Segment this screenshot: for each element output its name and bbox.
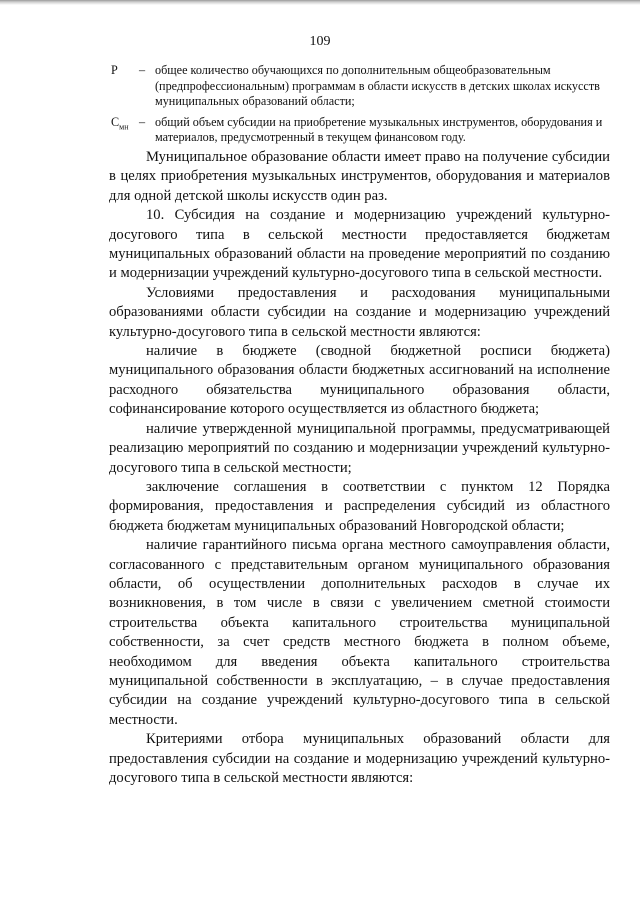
definition-symbol: $C_{мн}$ — [111, 114, 129, 131]
definition-text: общий объем субсидии на приобретение музыкальных инструментов, оборудования и материалов, предусмотренный в текущем финансовом году. — [155, 114, 603, 144]
definition-dash: – — [139, 114, 146, 129]
paragraph-condition-program: наличие утвержденной муниципальной программы, предусматривающей реализацию мероприятий по созданию и модернизации учреждений культурно-досугового типа в сельской местности; — [109, 420, 610, 476]
formula-definitions — [109, 63, 609, 151]
definition-text: общее количество обучающихся по дополнительным общеобразовательным (предпрофессиональным) программам в области искусств в детских школах искусств муниципальных образований области; — [155, 63, 600, 108]
paragraph-condition-budget: наличие в бюджете (сводной бюджетной росписи бюджета) муниципального образования области бюджетных ассигнований на исполнение расходного обязательства муниципального образования области, софинансирование которого осуществляется из областного бюджета; — [109, 343, 610, 418]
paragraph-condition-agreement: заключение соглашения в соответствии с пунктом 12 Порядка формирования, предоставления и распределения субсидий из областного бюджета бюджетам муниципальных образований Новгородской области; — [109, 478, 610, 534]
definition-symbol: P — [111, 63, 118, 77]
paragraph-conditions-intro: Условиями предоставления и расходования муниципальными образованиями области субсидии на создание и модернизацию учреждений культурно-досугового типа в сельской местности являются: — [109, 284, 610, 340]
page-number: 109 — [309, 34, 331, 49]
paragraph-selection-criteria-intro: Критериями отбора муниципальных образований области для предоставления субсидии на создание и модернизацию учреждений культурно-досугового типа в сельской местности являются: — [109, 731, 610, 786]
document-body — [109, 148, 610, 788]
paragraph-section-10: 10. Субсидия на создание и модернизацию учреждений культурно-досугового типа в сельской местности предоставляется бюджетам муниципальных образований области на проведение мероприятий по созданию и модернизации учреждений культурно-досугового типа в сельской местности. — [109, 207, 610, 282]
paragraph-right-to-subsidy: Муниципальное образование области имеет право на получение субсидии в целях приобретения музыкальных инструментов, оборудования и материалов для одной детской школы искусств один раз. — [109, 149, 610, 204]
definition-dash: – — [139, 63, 146, 77]
paragraph-condition-guarantee-letter: наличие гарантийного письма органа местного самоуправления области, согласованного с представительным органом муниципального образования области, об осуществлении дополнительных расходов в случае их возникновения, в том числе в связи с увеличением сметной стоимости строительства объекта капитального строительства муниципальной собственности, за счет средств местного бюджета в полном объеме, необходимом для введения объекта капитального строительства муниципальной собственности в эксплуатацию, – в случае предоставления субсидии на создание учреждений культурно-досугового типа в сельской местности. — [109, 537, 610, 728]
definition-item-cmn — [109, 115, 609, 146]
scan-edge-artifact — [0, 0, 640, 5]
definition-item-p — [109, 63, 609, 110]
